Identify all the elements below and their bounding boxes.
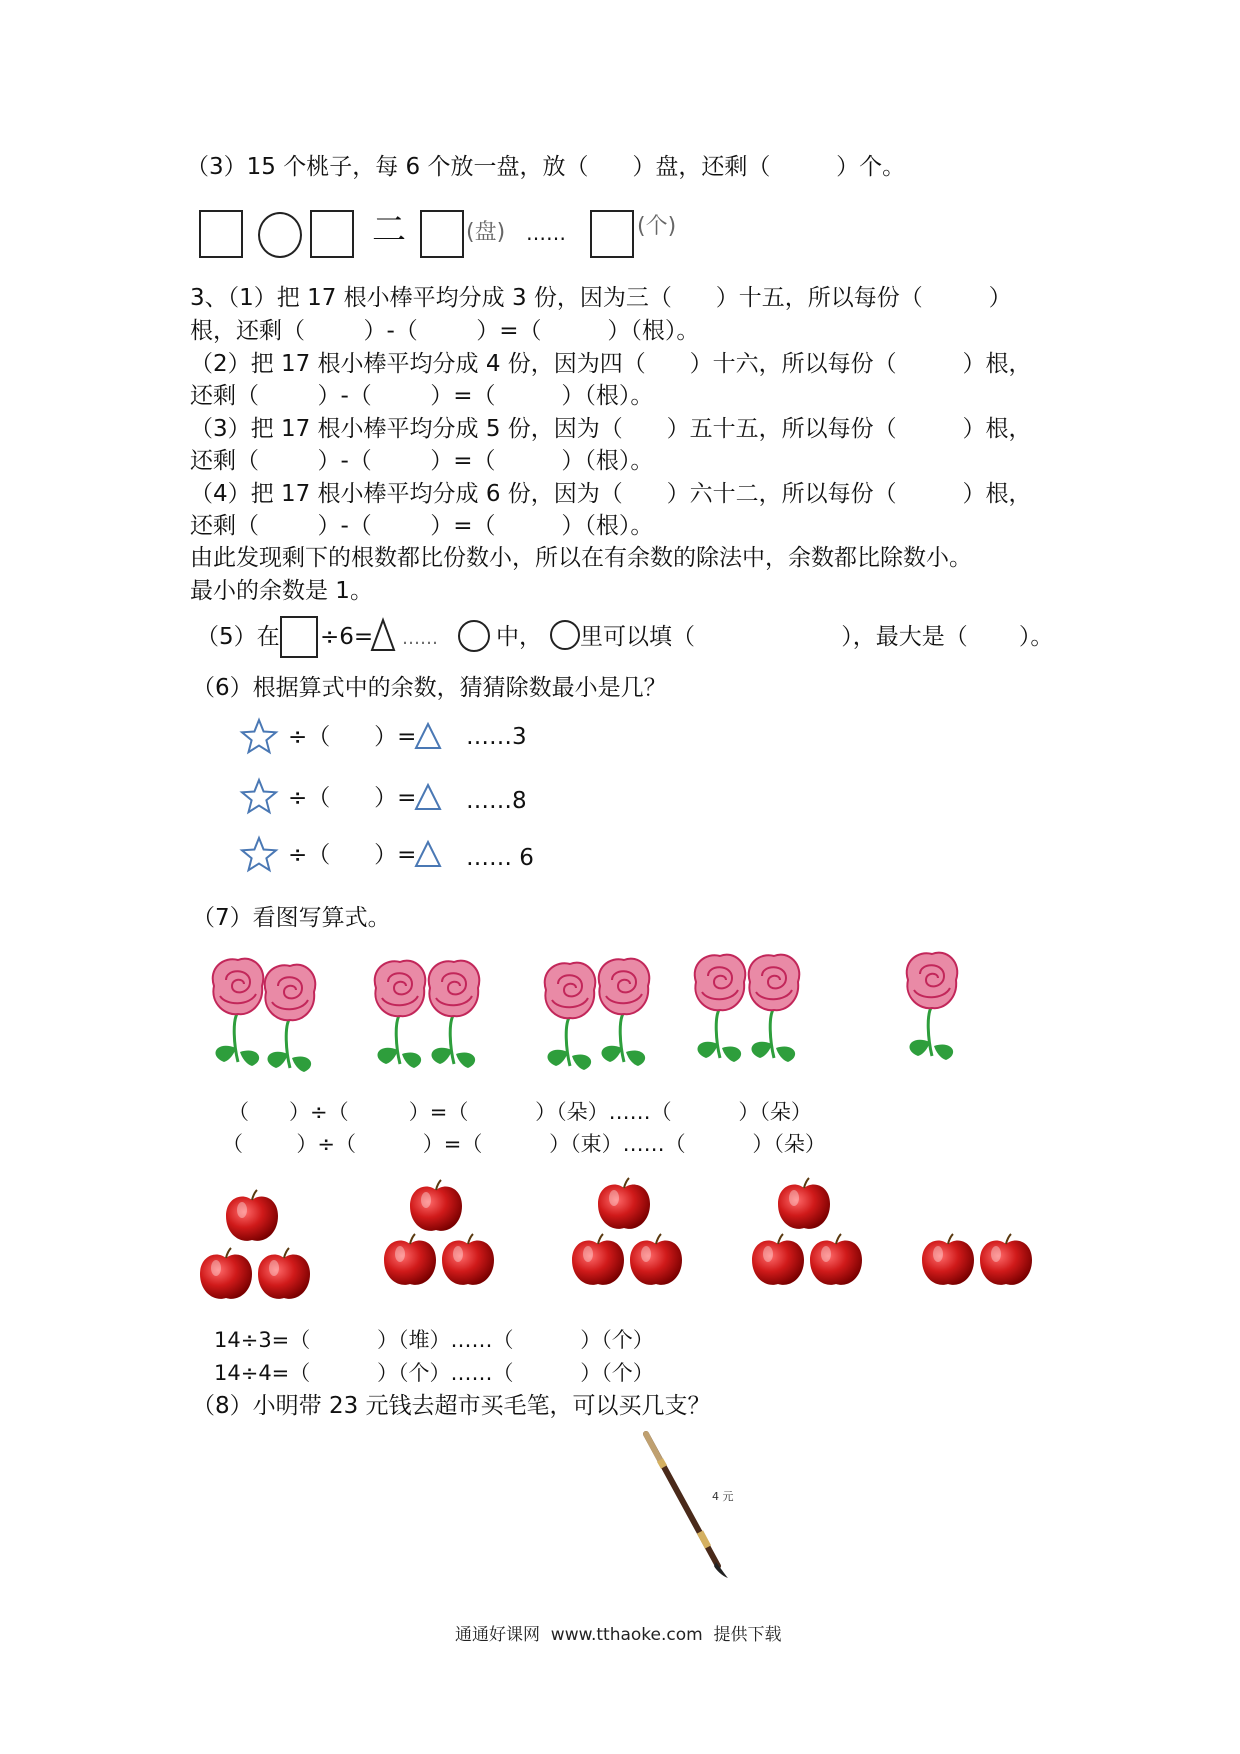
brush-price-label: 4 元 — [712, 1490, 734, 1503]
s3-line9: 由此发现剩下的根数都比份数小，所以在有余数的除法中，余数都比除数小。 — [190, 545, 972, 571]
s3-line8: 还剩（ ）-（ ）=（ ）（根）。 — [190, 513, 654, 539]
unit-plate-label: (盘) — [466, 220, 506, 245]
q5-dots: …… — [402, 628, 438, 649]
q7-title: （7）看图写算式。 — [192, 905, 391, 931]
s3-line4: 还剩（ ）-（ ）=（ ）（根）。 — [190, 383, 654, 409]
s3-line6: 还剩（ ）-（ ）=（ ）（根）。 — [190, 448, 654, 474]
apple-equation-2: 14÷4=（ ）（个）……（ ）（个） — [214, 1361, 654, 1385]
q3-peaches-text: （3）15 个桃子，每 6 个放一盘，放（ ）盘，还剩（ ）个。 — [186, 154, 906, 180]
apple-pile-1 — [200, 1190, 310, 1299]
s3-line10: 最小的余数是 1。 — [190, 578, 373, 604]
q6-row1-op: ÷（ ）= — [288, 724, 417, 750]
q6-row2-op: ÷（ ）= — [288, 785, 417, 811]
apple-pile-4 — [752, 1178, 862, 1285]
s3-line7: （4）把 17 根小棒平均分成 6 份，因为（ ）六十二，所以每份（ ）根， — [190, 481, 1032, 507]
s3-line1: 3、（1）把 17 根小棒平均分成 3 份，因为三（ ）十五，所以每份（ ） — [190, 285, 1012, 311]
q6-title: （6）根据算式中的余数，猜猜除数最小是几？ — [192, 675, 667, 701]
s3-line5: （3）把 17 根小棒平均分成 5 份，因为（ ）五十五，所以每份（ ）根， — [190, 416, 1032, 442]
q6-row3-rem: …… 6 — [466, 845, 534, 871]
unit-piece-label: (个) — [637, 214, 677, 239]
q5-fill: 里可以填（ ），最大是（ ）。 — [580, 624, 1054, 650]
q6-row1-rem: ……3 — [466, 724, 527, 750]
q5-mid: 中， — [496, 624, 542, 650]
q6-row3-op: ÷（ ）= — [288, 842, 417, 868]
apple-pair — [922, 1234, 1032, 1285]
q6-row2-rem: ……8 — [466, 788, 527, 814]
equals-sign: 二 — [372, 210, 406, 250]
q5-div6: ÷6= — [320, 624, 374, 650]
s3-line3: （2）把 17 根小棒平均分成 4 份，因为四（ ）十六，所以每份（ ）根， — [190, 351, 1032, 377]
apple-pile-2 — [384, 1180, 494, 1285]
flower-equation-1: （ ）÷（ ）=（ ）（朵）……（ ）（朵） — [228, 1100, 812, 1124]
q8-title: （8）小明带 23 元钱去超市买毛笔，可以买几支？ — [192, 1393, 711, 1419]
s3-line2: 根，还剩（ ）-（ ）=（ ）（根）。 — [190, 318, 700, 344]
ellipsis: …… — [526, 221, 566, 245]
flower-equation-2: （ ）÷（ ）=（ ）（束）……（ ）（朵） — [222, 1132, 826, 1156]
apple-equation-1: 14÷3=（ ）（堆）……（ ）（个） — [214, 1328, 654, 1352]
footer-source[interactable]: 通通好课网 www.tthaoke.com 提供下载 — [455, 1625, 782, 1645]
q5-prefix: （5）在 — [196, 624, 280, 650]
apple-pile-3 — [572, 1178, 682, 1285]
